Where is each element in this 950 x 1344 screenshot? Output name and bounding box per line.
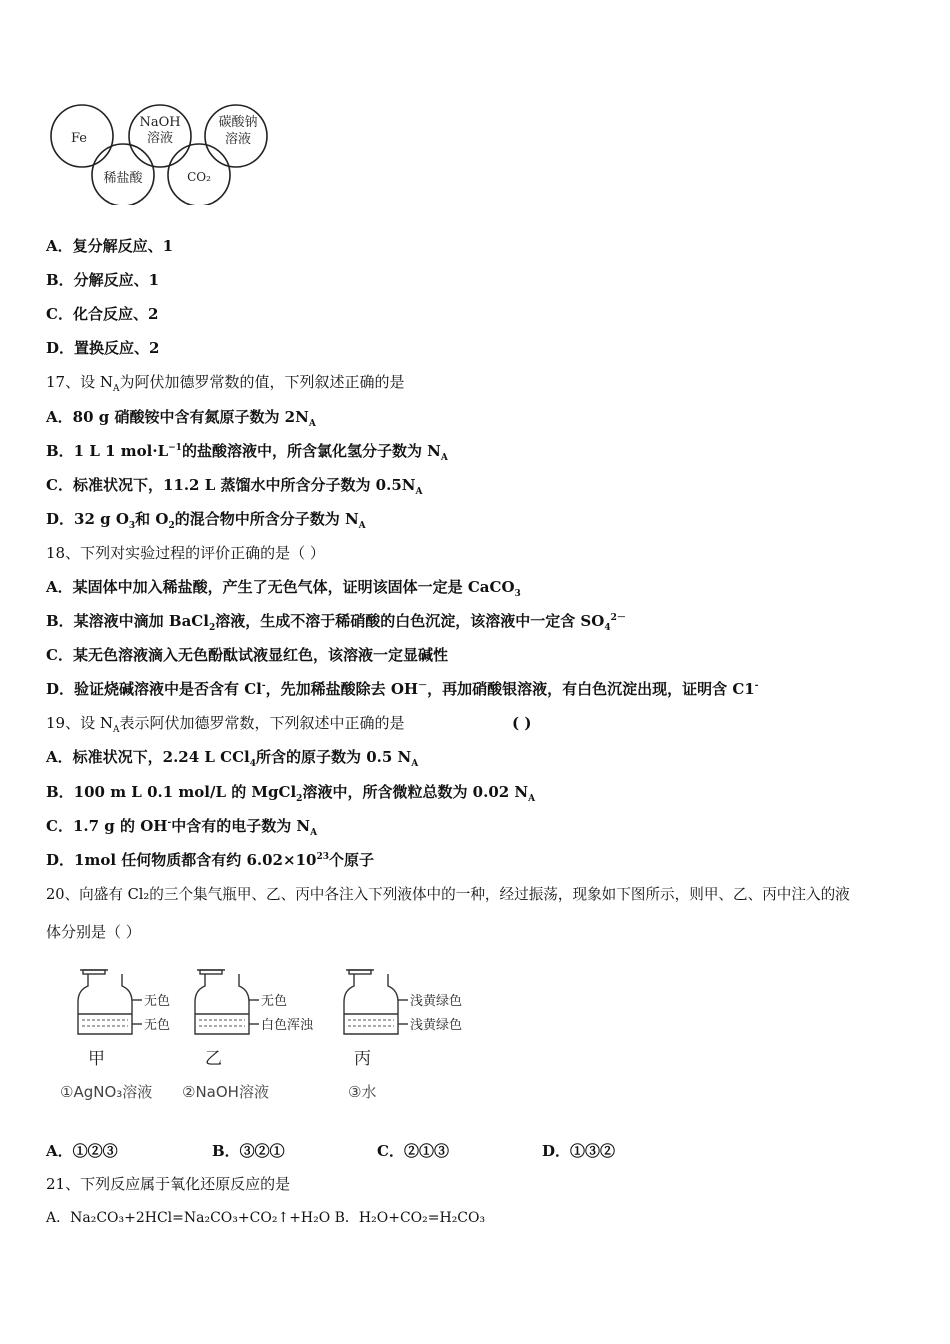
venn-label-hcl: 稀盐酸 [103, 171, 143, 186]
q18-option-d: D．验证烧碱溶液中是否含有 Cl-，先加稀盐酸除去 OH－，再加硝酸银溶液，有白色沉淀出现，证明含 C1- [46, 680, 759, 698]
q20-option-b: B．③②① [212, 1142, 285, 1160]
bottle-jia-top-label: 无色 [144, 994, 171, 1009]
bottle-yi [195, 970, 259, 1034]
q20-option-c: C．②①③ [377, 1142, 449, 1160]
q21-stem: 21、下列反应属于氧化还原反应的是 [46, 1175, 291, 1193]
venn-label-fe: Fe [70, 131, 88, 146]
q18-option-b: B．某溶液中滴加 BaCl$_2$溶液，生成不溶于稀硝酸的白色沉淀，该溶液中一定含 $SO_4^{2-}$ [46, 612, 626, 633]
venn-diagram [46, 100, 276, 205]
venn-label-naoh: NaOH [139, 115, 181, 130]
bottle-bing-caption: ③水 [348, 1083, 377, 1101]
q20-stem-line1: 20、向盛有 Cl₂的三个集气瓶甲、乙、丙中各注入下列液体中的一种，经过振荡，现象如下图所示，则甲、乙、丙中注入的液 [46, 886, 850, 903]
q16-option-b: B．分解反应、1 [46, 271, 160, 289]
q20-option-a: A．①②③ [46, 1142, 118, 1160]
bottle-yi-name: 乙 [205, 1049, 222, 1069]
q19-option-a: A．标准状况下，2.24 L CCl$_4$所含的原子数为 0.5 $N_A$ [46, 748, 419, 769]
q17-option-c: C．标准状况下，11.2 L 蒸馏水中所含分子数为 $0.5N_A$ [46, 476, 423, 497]
bottle-jia-caption: ①AgNO₃溶液 [60, 1083, 153, 1101]
bottle-bing [344, 970, 408, 1034]
q18-option-a: A．某固体中加入稀盐酸，产生了无色气体，证明该固体一定是 CaCO$_3$ [46, 578, 521, 599]
q17-option-b: B．1 L 1 $mol\cdot L^{-1}$的盐酸溶液中，所含氯化氢分子数为 $N_A$ [46, 442, 448, 463]
bottle-bing-top-label: 浅黄绿色 [410, 994, 463, 1009]
q21-options-ab: A．Na₂CO₃+2HCl=Na₂CO₃+CO₂↑+H₂O B．H₂O+CO₂=H₂CO₃ [46, 1210, 486, 1226]
q17-option-d: D．32 g $O_3$和 $O_2$的混合物中所含分子数为 $N_A$ [46, 510, 366, 531]
q19-answer-paren: ( ) [512, 714, 532, 732]
q19-stem: 19、设 $N_A$表示阿伏加德罗常数，下列叙述中正确的是 [46, 714, 405, 735]
bottle-bing-bottom-label: 浅黄绿色 [410, 1018, 463, 1033]
gas-bottles-figure [60, 962, 480, 1107]
q17-stem: 17、设 $N_A$为阿伏加德罗常数的值，下列叙述正确的是 [46, 373, 405, 394]
q20-stem-line2: 体分别是（ ） [46, 923, 141, 941]
venn-label-co2: CO₂ [187, 170, 211, 184]
q19-option-b: B．100 m L 0.1 mol/L 的 MgCl$_2$溶液中，所含微粒总数为 0.02 $N_A$ [46, 783, 536, 804]
q20-option-d: D．①③② [542, 1142, 616, 1160]
bottle-jia-bottom-label: 无色 [144, 1018, 171, 1033]
q16-option-c: C．化合反应、2 [46, 305, 159, 323]
bottle-jia-name: 甲 [88, 1049, 105, 1069]
bottle-jia [78, 970, 142, 1034]
q19-option-c: C．1.7 g 的 OH-中含有的电子数为 $N_A$ [46, 817, 318, 838]
q16-option-d: D．置换反应、2 [46, 339, 160, 357]
q19-option-d: D．1mol 任何物质都含有约 $6.02\times 10^{23}$个原子 [46, 851, 374, 869]
bottle-yi-bottom-label: 白色浑浊 [261, 1018, 314, 1033]
q16-option-a: A．复分解反应、1 [46, 237, 174, 255]
q17-option-a: A．80 g 硝酸铵中含有氮原子数为 $2N_A$ [46, 408, 316, 429]
q18-option-c: C．某无色溶液滴入无色酚酞试液显红色，该溶液一定显碱性 [46, 646, 448, 664]
bottle-yi-caption: ②NaOH溶液 [182, 1083, 269, 1101]
bottle-bing-name: 丙 [354, 1049, 371, 1069]
bottle-yi-top-label: 无色 [261, 994, 288, 1009]
venn-label-na2co3-2: 溶液 [224, 132, 252, 147]
venn-label-na2co3: 碳酸钠 [218, 115, 258, 130]
q18-stem: 18、下列对实验过程的评价正确的是（ ） [46, 544, 325, 562]
venn-label-naoh-2: 溶液 [146, 131, 174, 146]
